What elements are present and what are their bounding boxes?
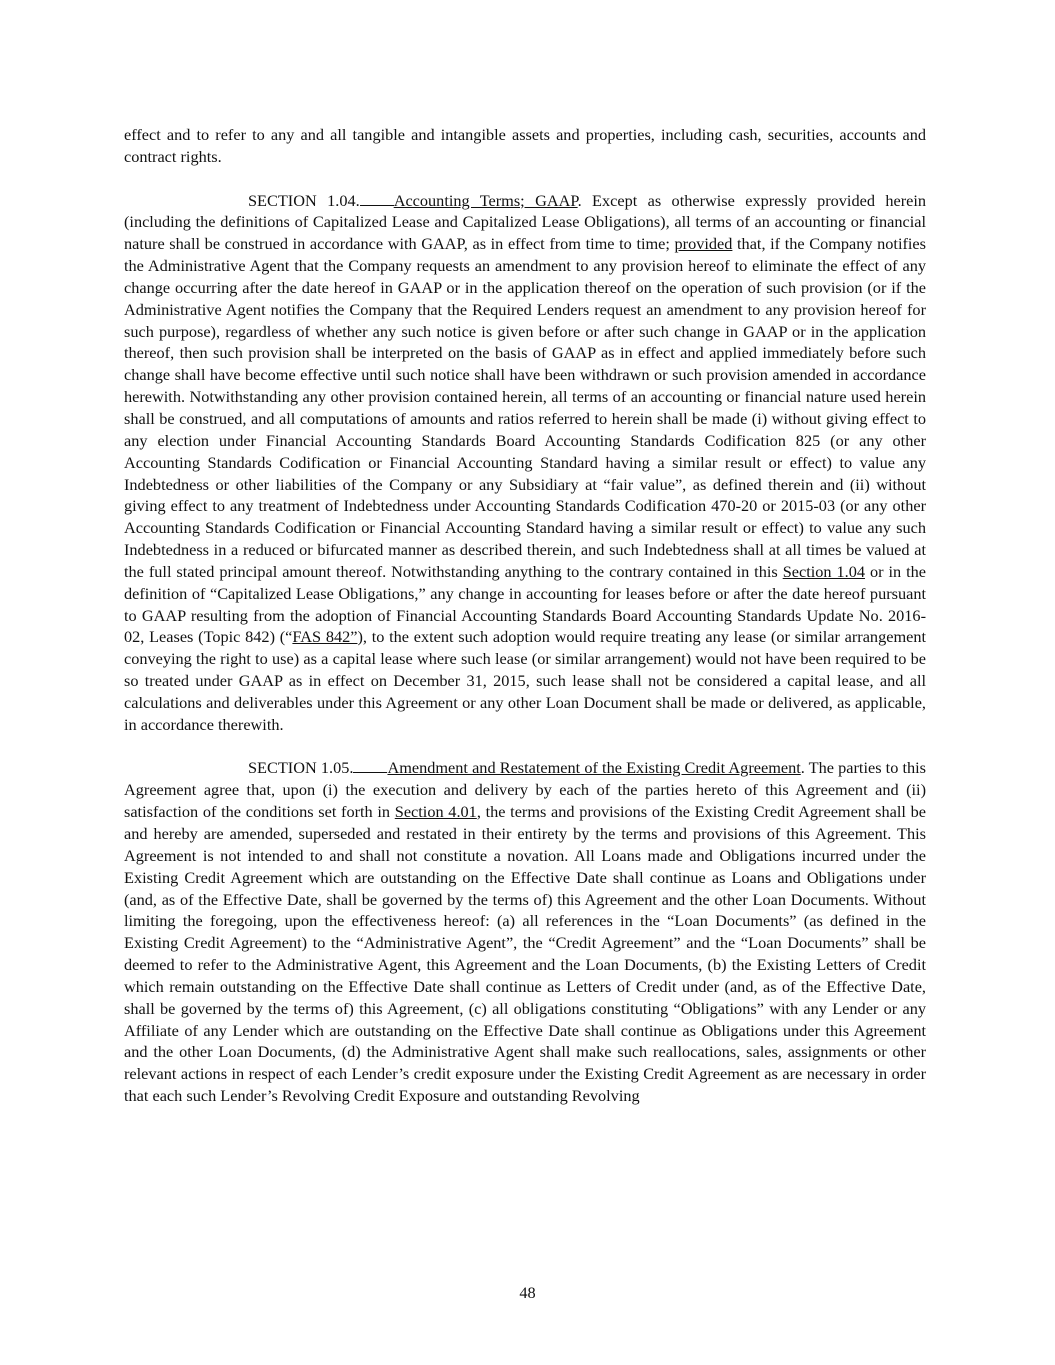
section-number: SECTION 1.05.	[248, 758, 354, 778]
section-text: , the terms and provisions of the Existing Credit Agreement shall be and hereby are amended, superseded and restated in their entirety by the terms and provisions of this Agreement. This Agreement is not intended to and shall not constitute a novation. All Loans made and Obligations incurred under the Existing Credit Agreement which are outstanding on the Effective Date shall continue as Loans and Obligations under (and, as of the Effective Date, shall be governed by the terms of) this Agreement and the other Loan Documents. Without limiting the foregoing, upon the effectiveness hereof: (a) all references in the “Loan Documents” (as defined in the Existing Credit Agreement) to the “Administrative Agent”, the “Credit Agreement” and the “Loan Documents” shall be deemed to refer to the Administrative Agent, this Agreement and the Loan Documents, (b) the Existing Letters of Credit which remain outstanding on the Effective Date shall continue as Letters of Credit under (and, as of the Effective Date, shall be governed by the terms of) this Agreement, (c) all obligations constituting “Obligations” with any Lender or any Affiliate of any Lender which are outstanding on the Effective Date shall continue as Obligations under this Agreement and the other Loan Documents, (d) the Administrative Agent shall make such reallocations, sales, assignments or other relevant actions in respect of each Lender’s credit exposure under the Existing Credit Agreement as are necessary in order that each such Lender’s Revolving Credit Exposure and outstanding Revolving	[124, 802, 927, 1106]
section-title: Amendment and Restatement of the Existing Credit Agreement	[387, 758, 801, 778]
section-reference: Section 1.04	[782, 561, 865, 581]
defined-term-reference: FAS 842”	[292, 627, 358, 647]
tab-underline	[360, 191, 394, 206]
section-1-04	[124, 190, 926, 736]
section-text: that, if the Company notifies the Administrative Agent that the Company requests an amendment to any provision hereof to eliminate the effect of any change occurring after the date hereof in GAAP or in the application thereof on the operation of such provision (or if the Administrative Agent notifies the Company that the Required Lenders request an amendment to any provision hereof for such purpose), regardless of whether any such notice is given before or after such change in GAAP or in the application thereof, then such provision shall be interpreted on the basis of GAAP as in effect and applied immediately before such change shall have become effective until such notice shall have been withdrawn or such provision amended in accordance herewith. Notwithstanding any other provision contained herein, all terms of an accounting or financial nature used herein shall be construed, and all computations of amounts and ratios referred to herein shall be made (i) without giving effect to any election under Financial Accounting Standards Board Accounting Standards Codification 825 (or any other Accounting Standards Codification or Financial Accounting Standard having a similar result or effect) to value any Indebtedness or other liabilities of the Company or any Subsidiary at “fair value”, as defined therein and (ii) without giving effect to any treatment of Indebtedness under Accounting Standards Codification 470-20 or 2015-03 (or any other Accounting Standards Codification or Financial Accounting Standard having a similar result or effect) to value any such Indebtedness in a reduced or bifurcated manner as described therein, and such Indebtedness shall at all times be valued at the full stated principal amount thereof. Notwithstanding anything to the contrary contained in this	[124, 234, 926, 581]
page-number: 48	[519, 1283, 536, 1302]
paragraph-continuation: effect and to refer to any and all tangible and intangible assets and properties, including cash, securities, accounts and contract rights.	[124, 125, 926, 166]
tab-underline	[353, 758, 387, 773]
section-text: ), to the extent such adoption would require treating any lease (or similar arrangement conveying the right to use) as a capital lease where such lease (or similar arrangement) would not have been required to be so treated under GAAP as in effect on December 31, 2015, such lease shall not be considered a capital lease, and all calculations and deliverables under this Agreement or any other Loan Document shall be made or delivered, as applicable, in accordance therewith.	[124, 627, 926, 734]
section-number: SECTION 1.04.	[248, 190, 360, 210]
section-1-05	[124, 757, 926, 1107]
section-text: . Except as otherwise expressly provided herein (including the definitions of Capitalized Lease and Capitalized Lease Obligations), all terms of an accounting or financial nature shall be construed in accordance with GAAP, as in effect from time to time;	[124, 190, 927, 254]
document-page	[124, 124, 926, 1129]
section-text: . The parties to this Agreement agree that, upon (i) the execution and delivery by each of the parties hereto of this Agreement and (ii) satisfaction of the conditions set forth in	[124, 758, 927, 822]
provided-term: provided	[674, 234, 733, 254]
section-title: Accounting Terms; GAAP	[393, 190, 578, 210]
section-reference: Section 4.01	[394, 802, 477, 822]
section-text: or in the definition of “Capitalized Lease Obligations,” any change in accounting for leases before or after the date hereof pursuant to GAAP resulting from the adoption of Financial Accounting Standards Board Accounting Standards Update No. 2016-02, Leases (Topic 842) (“	[124, 561, 927, 647]
